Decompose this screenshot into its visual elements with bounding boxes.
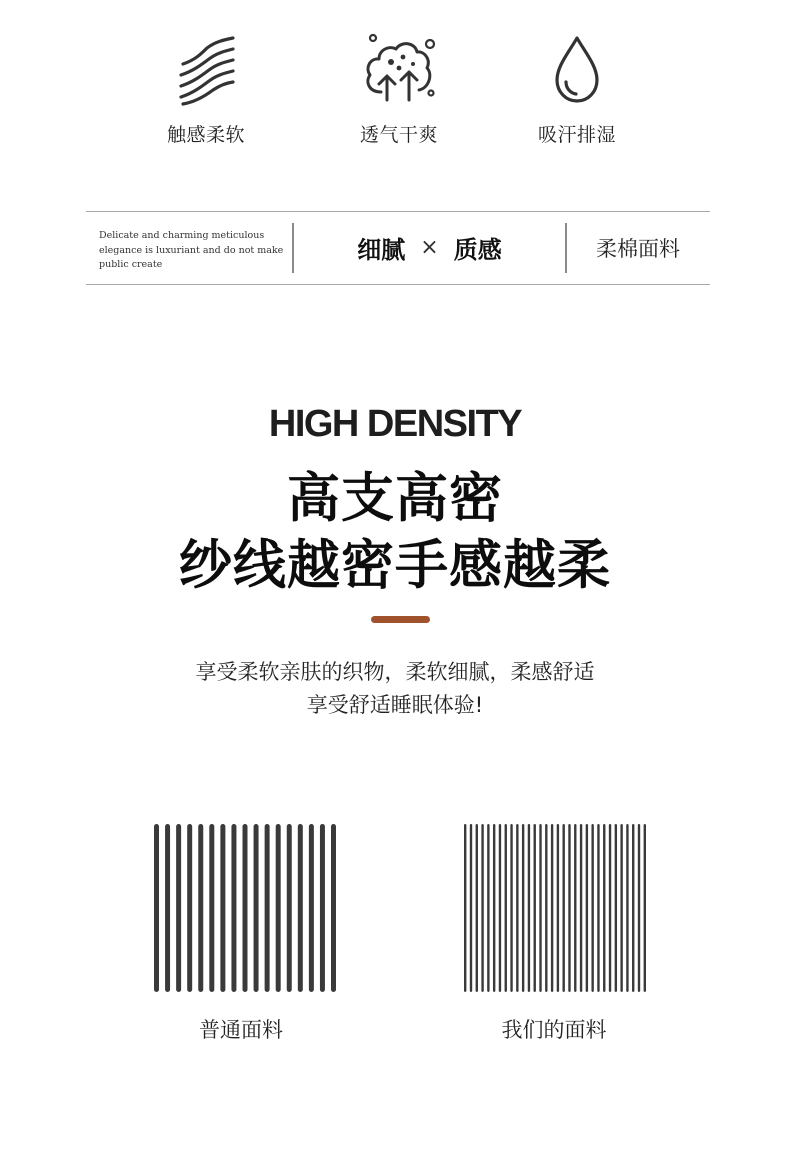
water-drop-icon [547, 30, 607, 106]
band-word-left: 细腻 [357, 236, 406, 264]
description-line-2: 享受舒适睡眠体验! [306, 693, 484, 717]
accent-bar [371, 616, 430, 623]
fabric-pattern-ordinary [153, 823, 337, 993]
fabric-pattern-ours [463, 823, 647, 993]
fabric-label-ours: 我们的面料 [501, 1018, 607, 1042]
fabric-label-ordinary: 普通面料 [199, 1018, 283, 1042]
breathable-tree-icon [359, 30, 439, 106]
band-word-right: 质感 [453, 236, 502, 264]
headline-line-1: 高支高密 [287, 468, 503, 529]
soft-waves-icon [171, 30, 241, 106]
band-title [293, 212, 566, 283]
band-right-label: 柔棉面料 [596, 236, 680, 261]
feature-moisture [502, 30, 652, 147]
band-english-text: Delicate and charming meticulous elegance is luxuriant and do not make public create [99, 230, 284, 270]
headline-english: HIGH DENSITY [268, 403, 522, 445]
feature-label: 吸汗排湿 [537, 124, 616, 146]
feature-label: 触感柔软 [166, 124, 245, 146]
feature-soft [131, 30, 281, 147]
feature-breathable [324, 30, 474, 147]
headline-line-2: 纱线越密手感越柔 [179, 535, 611, 596]
description-line-1: 享受柔软亲肤的织物，柔软细腻，柔感舒适 [195, 660, 595, 684]
info-band [86, 211, 710, 285]
feature-label: 透气干爽 [359, 124, 438, 146]
band-separator: × [420, 235, 439, 260]
